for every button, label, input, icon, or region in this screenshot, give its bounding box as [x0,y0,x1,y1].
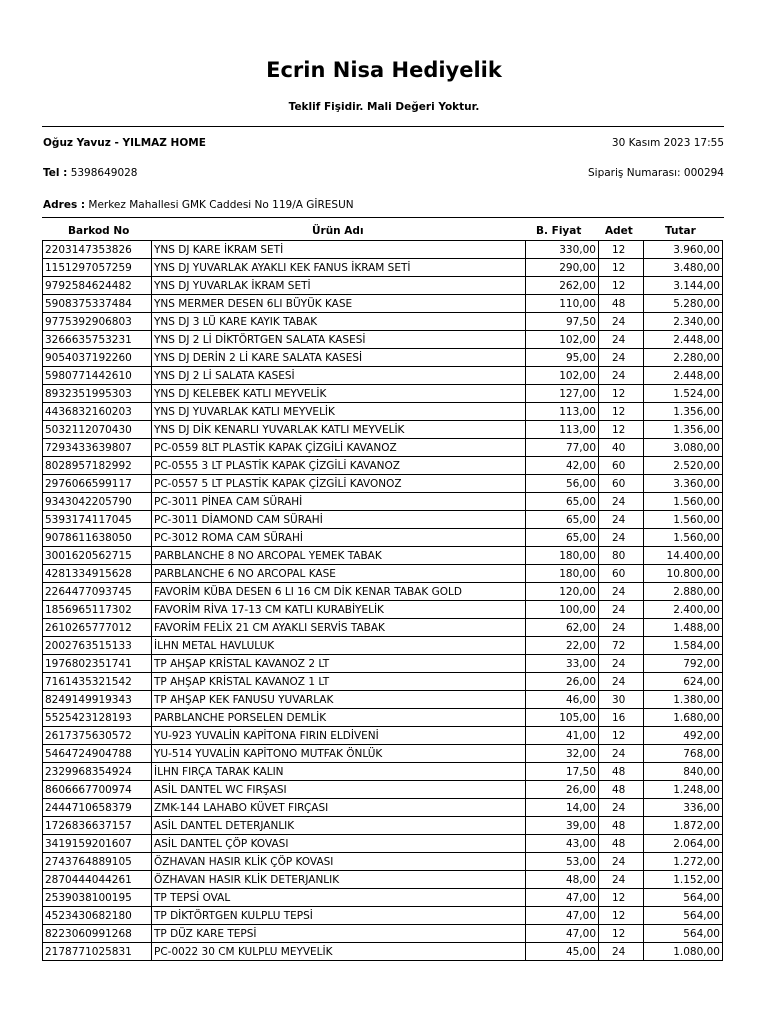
unit-price-cell: 330,00 [526,241,599,259]
unit-price-cell: 262,00 [526,277,599,295]
product-name-cell: PARBLANCHE PORSELEN DEMLİK [152,709,526,727]
line-total-cell: 1.560,00 [644,511,723,529]
table-row [43,907,723,925]
line-total-cell: 3.960,00 [644,241,723,259]
product-name-cell: YNS DJ YUVARLAK AYAKLI KEK FANUS İKRAM SETİ [152,259,526,277]
barcode-cell: 9078611638050 [43,529,152,547]
table-row [43,781,723,799]
product-name-cell: ÖZHAVAN HASIR KLİK ÇÖP KOVASI [152,853,526,871]
unit-price-cell: 56,00 [526,475,599,493]
table-row [43,511,723,529]
quantity-cell: 12 [599,421,644,439]
barcode-cell: 4281334915628 [43,565,152,583]
product-name-cell: PARBLANCHE 6 NO ARCOPAL KASE [152,565,526,583]
quantity-cell: 24 [599,619,644,637]
table-row [43,565,723,583]
product-name-cell: YNS DJ KARE İKRAM SETİ [152,241,526,259]
product-name-cell: TP TEPSİ OVAL [152,889,526,907]
quantity-cell: 12 [599,907,644,925]
barcode-cell: 2203147353826 [43,241,152,259]
barcode-cell: 9792584624482 [43,277,152,295]
line-total-cell: 3.080,00 [644,439,723,457]
line-total-cell: 1.680,00 [644,709,723,727]
column-header-total: Tutar [665,225,696,237]
unit-price-cell: 41,00 [526,727,599,745]
unit-price-cell: 110,00 [526,295,599,313]
barcode-cell: 4436832160203 [43,403,152,421]
quantity-cell: 24 [599,493,644,511]
quantity-cell: 60 [599,565,644,583]
unit-price-cell: 180,00 [526,547,599,565]
unit-price-cell: 65,00 [526,493,599,511]
line-total-cell: 10.800,00 [644,565,723,583]
unit-price-cell: 53,00 [526,853,599,871]
line-total-cell: 1.524,00 [644,385,723,403]
table-row [43,475,723,493]
product-name-cell: PC-3011 PİNEA CAM SÜRAHİ [152,493,526,511]
unit-price-cell: 17,50 [526,763,599,781]
product-name-cell: YNS MERMER DESEN 6LI BÜYÜK KASE [152,295,526,313]
product-name-cell: PC-0022 30 CM KULPLU MEYVELİK [152,943,526,961]
barcode-cell: 8028957182992 [43,457,152,475]
unit-price-cell: 113,00 [526,421,599,439]
table-row [43,385,723,403]
quantity-cell: 12 [599,889,644,907]
barcode-cell: 2870444044261 [43,871,152,889]
product-name-cell: FAVORİM RİVA 17-13 CM KATLI KURABİYELİK [152,601,526,619]
product-name-cell: YNS DJ 2 Lİ SALATA KASESİ [152,367,526,385]
product-name-cell: FAVORİM FELİX 21 CM AYAKLI SERVİS TABAK [152,619,526,637]
quantity-cell: 48 [599,781,644,799]
address-label: Adres : [43,199,86,211]
table-row [43,259,723,277]
table-row [43,763,723,781]
items-table [42,240,723,961]
table-row [43,313,723,331]
items-table-body [43,241,723,961]
line-total-cell: 2.340,00 [644,313,723,331]
barcode-cell: 5525423128193 [43,709,152,727]
barcode-cell: 3001620562715 [43,547,152,565]
quantity-cell: 12 [599,925,644,943]
barcode-cell: 2002763515133 [43,637,152,655]
unit-price-cell: 113,00 [526,403,599,421]
order-number: 000294 [683,167,724,179]
line-total-cell: 1.584,00 [644,637,723,655]
line-total-cell: 1.560,00 [644,529,723,547]
unit-price-cell: 102,00 [526,331,599,349]
line-total-cell: 1.356,00 [644,421,723,439]
product-name-cell: YNS DJ DERİN 2 Lİ KARE SALATA KASESİ [152,349,526,367]
unit-price-cell: 22,00 [526,637,599,655]
barcode-cell: 8223060991268 [43,925,152,943]
barcode-cell: 2329968354924 [43,763,152,781]
barcode-cell: 3419159201607 [43,835,152,853]
quantity-cell: 12 [599,259,644,277]
quantity-cell: 24 [599,673,644,691]
table-row [43,745,723,763]
unit-price-cell: 102,00 [526,367,599,385]
product-name-cell: PC-0555 3 LT PLASTİK KAPAK ÇİZGİLİ KAVANOZ [152,457,526,475]
line-total-cell: 624,00 [644,673,723,691]
quantity-cell: 12 [599,277,644,295]
unit-price-cell: 43,00 [526,835,599,853]
barcode-cell: 7161435321542 [43,673,152,691]
quantity-cell: 80 [599,547,644,565]
table-row [43,439,723,457]
table-row [43,583,723,601]
column-header-barcode: Barkod No [68,225,130,237]
table-row [43,853,723,871]
barcode-cell: 2743764889105 [43,853,152,871]
table-row [43,619,723,637]
table-row [43,601,723,619]
quantity-cell: 16 [599,709,644,727]
table-row [43,889,723,907]
barcode-cell: 8932351995303 [43,385,152,403]
product-name-cell: PC-0557 5 LT PLASTİK KAPAK ÇİZGİLİ KAVONOZ [152,475,526,493]
unit-price-cell: 46,00 [526,691,599,709]
order-number-line [588,167,724,179]
product-name-cell: ASİL DANTEL ÇÖP KOVASI [152,835,526,853]
line-total-cell: 840,00 [644,763,723,781]
unit-price-cell: 65,00 [526,511,599,529]
line-total-cell: 5.280,00 [644,295,723,313]
barcode-cell: 5464724904788 [43,745,152,763]
table-row [43,727,723,745]
quantity-cell: 40 [599,439,644,457]
line-total-cell: 2.280,00 [644,349,723,367]
product-name-cell: PC-3011 DİAMOND CAM SÜRAHİ [152,511,526,529]
table-row [43,349,723,367]
product-name-cell: TP AHŞAP KEK FANUSU YUVARLAK [152,691,526,709]
line-total-cell: 492,00 [644,727,723,745]
barcode-cell: 4523430682180 [43,907,152,925]
unit-price-cell: 42,00 [526,457,599,475]
barcode-cell: 5032112070430 [43,421,152,439]
quantity-cell: 48 [599,817,644,835]
order-label: Sipariş Numarası: [587,167,681,179]
barcode-cell: 1976802351741 [43,655,152,673]
product-name-cell: FAVORİM KÜBA DESEN 6 LI 16 CM DİK KENAR TABAK GOLD [152,583,526,601]
line-total-cell: 1.080,00 [644,943,723,961]
unit-price-cell: 26,00 [526,673,599,691]
quantity-cell: 12 [599,241,644,259]
table-row [43,817,723,835]
product-name-cell: YNS DJ KELEBEK KATLI MEYVELİK [152,385,526,403]
unit-price-cell: 95,00 [526,349,599,367]
table-row [43,547,723,565]
table-row [43,709,723,727]
barcode-cell: 5980771442610 [43,367,152,385]
quantity-cell: 24 [599,799,644,817]
quantity-cell: 24 [599,331,644,349]
barcode-cell: 1856965117302 [43,601,152,619]
quantity-cell: 48 [599,295,644,313]
unit-price-cell: 290,00 [526,259,599,277]
barcode-cell: 2264477093745 [43,583,152,601]
line-total-cell: 2.448,00 [644,367,723,385]
product-name-cell: YNS DJ 3 LÜ KARE KAYIK TABAK [152,313,526,331]
quantity-cell: 12 [599,727,644,745]
document-date: 30 Kasım 2023 17:55 [611,137,724,149]
customer-name: Oğuz Yavuz - YILMAZ HOME [43,137,206,149]
company-title: Ecrin Nisa Hediyelik [266,58,502,82]
quantity-cell: 24 [599,853,644,871]
line-total-cell: 3.360,00 [644,475,723,493]
product-name-cell: PC-0559 8LT PLASTİK KAPAK ÇİZGİLİ KAVANOZ [152,439,526,457]
line-total-cell: 1.872,00 [644,817,723,835]
line-total-cell: 1.356,00 [644,403,723,421]
table-row [43,673,723,691]
product-name-cell: YU-923 YUVALİN KAPİTONA FIRIN ELDİVENİ [152,727,526,745]
product-name-cell: YU-514 YUVALİN KAPİTONO MUTFAK ÖNLÜK [152,745,526,763]
quantity-cell: 24 [599,349,644,367]
unit-price-cell: 97,50 [526,313,599,331]
table-row [43,277,723,295]
unit-price-cell: 62,00 [526,619,599,637]
unit-price-cell: 180,00 [526,565,599,583]
column-header-product: Ürün Adı [312,225,364,237]
line-total-cell: 792,00 [644,655,723,673]
column-header-price: B. Fiyat [536,225,582,237]
barcode-cell: 9054037192260 [43,349,152,367]
line-total-cell: 564,00 [644,925,723,943]
quantity-cell: 60 [599,475,644,493]
product-name-cell: PARBLANCHE 8 NO ARCOPAL YEMEK TABAK [152,547,526,565]
product-name-cell: TP DİKTÖRTGEN KULPLU TEPSİ [152,907,526,925]
phone-label: Tel : [43,167,68,179]
quantity-cell: 24 [599,943,644,961]
line-total-cell: 1.248,00 [644,781,723,799]
line-total-cell: 1.560,00 [644,493,723,511]
table-row [43,457,723,475]
product-name-cell: TP AHŞAP KRİSTAL KAVANOZ 2 LT [152,655,526,673]
quantity-cell: 30 [599,691,644,709]
barcode-cell: 5908375337484 [43,295,152,313]
table-row [43,835,723,853]
address-value: Merkez Mahallesi GMK Caddesi No 119/A GİRESUN [88,199,354,211]
line-total-cell: 2.448,00 [644,331,723,349]
address-line [43,199,354,211]
table-row [43,367,723,385]
table-row [43,655,723,673]
unit-price-cell: 100,00 [526,601,599,619]
barcode-cell: 2539038100195 [43,889,152,907]
unit-price-cell: 39,00 [526,817,599,835]
product-name-cell: ASİL DANTEL DETERJANLIK [152,817,526,835]
header-divider [42,217,724,218]
table-row [43,241,723,259]
product-name-cell: YNS DJ 2 Lİ DİKTÖRTGEN SALATA KASESİ [152,331,526,349]
table-row [43,403,723,421]
unit-price-cell: 45,00 [526,943,599,961]
barcode-cell: 2178771025831 [43,943,152,961]
barcode-cell: 2610265777012 [43,619,152,637]
quantity-cell: 60 [599,457,644,475]
quantity-cell: 24 [599,601,644,619]
product-name-cell: YNS DJ DİK KENARLI YUVARLAK KATLI MEYVELİK [152,421,526,439]
table-row [43,871,723,889]
product-name-cell: ZMK-144 LAHABO KÜVET FIRÇASI [152,799,526,817]
barcode-cell: 2617375630572 [43,727,152,745]
line-total-cell: 2.880,00 [644,583,723,601]
unit-price-cell: 127,00 [526,385,599,403]
barcode-cell: 8606667700974 [43,781,152,799]
line-total-cell: 2.520,00 [644,457,723,475]
line-total-cell: 3.480,00 [644,259,723,277]
quantity-cell: 24 [599,529,644,547]
barcode-cell: 9343042205790 [43,493,152,511]
product-name-cell: PC-3012 ROMA CAM SÜRAHİ [152,529,526,547]
barcode-cell: 1151297057259 [43,259,152,277]
unit-price-cell: 14,00 [526,799,599,817]
table-row [43,529,723,547]
barcode-cell: 2976066599117 [43,475,152,493]
line-total-cell: 1.272,00 [644,853,723,871]
table-row [43,799,723,817]
quantity-cell: 24 [599,745,644,763]
phone-line [43,167,138,179]
table-row [43,331,723,349]
product-name-cell: İLHN METAL HAVLULUK [152,637,526,655]
barcode-cell: 1726836637157 [43,817,152,835]
line-total-cell: 564,00 [644,889,723,907]
product-name-cell: ASİL DANTEL WC FIRŞASI [152,781,526,799]
unit-price-cell: 47,00 [526,925,599,943]
line-total-cell: 336,00 [644,799,723,817]
unit-price-cell: 120,00 [526,583,599,601]
unit-price-cell: 47,00 [526,889,599,907]
table-row [43,421,723,439]
unit-price-cell: 77,00 [526,439,599,457]
table-row [43,295,723,313]
line-total-cell: 14.400,00 [644,547,723,565]
quantity-cell: 24 [599,583,644,601]
unit-price-cell: 65,00 [526,529,599,547]
document-subtitle: Teklif Fişidir. Mali Değeri Yoktur. [288,101,480,113]
product-name-cell: İLHN FIRÇA TARAK KALIN [152,763,526,781]
line-total-cell: 1.380,00 [644,691,723,709]
quantity-cell: 12 [599,385,644,403]
unit-price-cell: 32,00 [526,745,599,763]
line-total-cell: 1.152,00 [644,871,723,889]
product-name-cell: ÖZHAVAN HASIR KLİK DETERJANLIK [152,871,526,889]
unit-price-cell: 26,00 [526,781,599,799]
quantity-cell: 12 [599,403,644,421]
quantity-cell: 48 [599,835,644,853]
product-name-cell: TP AHŞAP KRİSTAL KAVANOZ 1 LT [152,673,526,691]
table-row [43,493,723,511]
unit-price-cell: 105,00 [526,709,599,727]
barcode-cell: 5393174117045 [43,511,152,529]
top-divider [42,126,724,127]
table-row [43,637,723,655]
line-total-cell: 2.064,00 [644,835,723,853]
quantity-cell: 24 [599,655,644,673]
phone-value: 5398649028 [70,167,138,179]
unit-price-cell: 33,00 [526,655,599,673]
quantity-cell: 24 [599,511,644,529]
barcode-cell: 3266635753231 [43,331,152,349]
quantity-cell: 48 [599,763,644,781]
line-total-cell: 768,00 [644,745,723,763]
barcode-cell: 7293433639807 [43,439,152,457]
barcode-cell: 2444710658379 [43,799,152,817]
quantity-cell: 72 [599,637,644,655]
quantity-cell: 24 [599,367,644,385]
product-name-cell: TP DÜZ KARE TEPSİ [152,925,526,943]
unit-price-cell: 48,00 [526,871,599,889]
barcode-cell: 8249149919343 [43,691,152,709]
unit-price-cell: 47,00 [526,907,599,925]
column-header-qty: Adet [605,225,633,237]
line-total-cell: 2.400,00 [644,601,723,619]
product-name-cell: YNS DJ YUVARLAK KATLI MEYVELİK [152,403,526,421]
table-row [43,943,723,961]
line-total-cell: 564,00 [644,907,723,925]
table-row [43,691,723,709]
product-name-cell: YNS DJ YUVARLAK İKRAM SETİ [152,277,526,295]
table-row [43,925,723,943]
quantity-cell: 24 [599,871,644,889]
barcode-cell: 9775392906803 [43,313,152,331]
quantity-cell: 24 [599,313,644,331]
line-total-cell: 3.144,00 [644,277,723,295]
line-total-cell: 1.488,00 [644,619,723,637]
